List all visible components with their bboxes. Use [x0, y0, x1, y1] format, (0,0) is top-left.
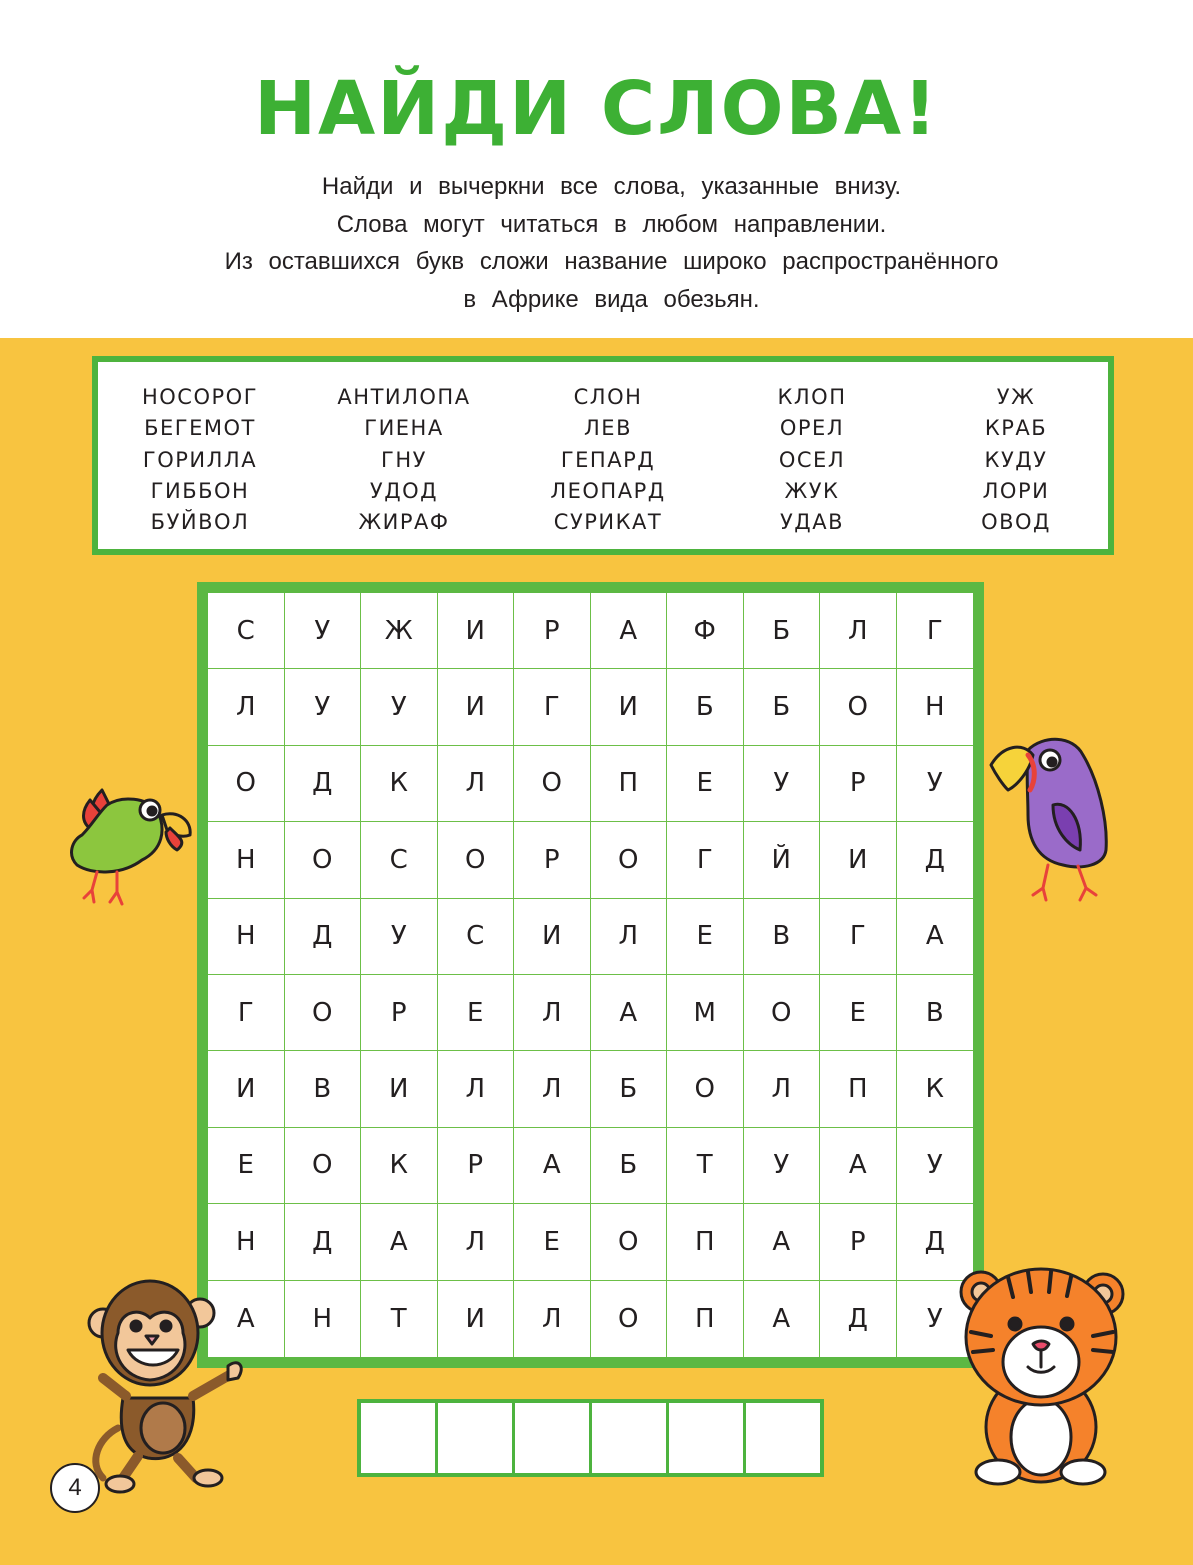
- monkey-illustration: [78, 1278, 248, 1503]
- page-title: НАЙДИ СЛОВА!: [254, 66, 939, 152]
- grid-cell[interactable]: С: [438, 899, 515, 975]
- word-item: УЖ: [996, 385, 1036, 409]
- grid-cell[interactable]: Р: [820, 746, 897, 822]
- grid-cell[interactable]: Г: [514, 669, 591, 745]
- answer-box[interactable]: [592, 1403, 669, 1473]
- grid-cell[interactable]: И: [438, 593, 515, 669]
- grid-cell[interactable]: Г: [208, 975, 285, 1051]
- grid-cell[interactable]: Е: [514, 1204, 591, 1280]
- grid-cell[interactable]: А: [208, 1281, 285, 1357]
- word-item: ОСЕЛ: [778, 447, 846, 472]
- grid-cell[interactable]: И: [820, 822, 897, 898]
- grid-cell[interactable]: Б: [591, 1128, 668, 1204]
- grid-cell[interactable]: С: [208, 593, 285, 669]
- grid-cell[interactable]: В: [285, 1051, 362, 1127]
- grid-cell[interactable]: Г: [820, 899, 897, 975]
- grid-cell[interactable]: Е: [667, 899, 744, 975]
- grid-cell[interactable]: П: [591, 746, 668, 822]
- grid-cell[interactable]: У: [744, 746, 821, 822]
- grid-cell[interactable]: Е: [820, 975, 897, 1051]
- word-list-box: [92, 356, 1114, 555]
- word-item: КРАБ: [984, 416, 1048, 441]
- grid-cell[interactable]: Д: [897, 822, 974, 898]
- grid-cell[interactable]: К: [897, 1051, 974, 1127]
- word-item: ЖУК: [784, 478, 840, 503]
- word-item: ГИЕНА: [364, 416, 444, 441]
- grid-cell[interactable]: Б: [744, 669, 821, 745]
- word-item: СУРИКАТ: [553, 510, 663, 535]
- word-item: ГНУ: [381, 447, 427, 472]
- grid-cell[interactable]: Л: [438, 746, 515, 822]
- word-column-2: [304, 382, 504, 538]
- grid-cell[interactable]: И: [438, 1281, 515, 1357]
- page-number: 4: [50, 1463, 100, 1513]
- grid-cell[interactable]: Н: [897, 669, 974, 745]
- word-item: УДАВ: [780, 510, 844, 535]
- grid-cell[interactable]: Е: [208, 1128, 285, 1204]
- grid-cell[interactable]: О: [438, 822, 515, 898]
- instructions: [150, 168, 1073, 318]
- grid-cell[interactable]: Л: [208, 669, 285, 745]
- grid-cell[interactable]: П: [667, 1281, 744, 1357]
- grid-cell[interactable]: Б: [591, 1051, 668, 1127]
- grid-cell[interactable]: Д: [285, 899, 362, 975]
- grid-cell[interactable]: Н: [208, 899, 285, 975]
- grid-cell[interactable]: Н: [208, 822, 285, 898]
- word-column-4: [712, 382, 912, 538]
- grid-cell[interactable]: Б: [667, 669, 744, 745]
- grid-cell[interactable]: Л: [514, 1281, 591, 1357]
- grid-cell[interactable]: О: [285, 822, 362, 898]
- instruction-line: в Африке вида обезьян.: [463, 285, 760, 313]
- grid-cell[interactable]: Ф: [667, 593, 744, 669]
- grid-cell[interactable]: О: [744, 975, 821, 1051]
- grid-cell[interactable]: О: [514, 746, 591, 822]
- grid-cell[interactable]: М: [667, 975, 744, 1051]
- grid-cell[interactable]: И: [438, 669, 515, 745]
- word-item: ОРЕЛ: [779, 416, 845, 441]
- grid-cell[interactable]: У: [361, 899, 438, 975]
- word-item: БУЙВОЛ: [150, 510, 250, 535]
- grid-cell[interactable]: А: [514, 1128, 591, 1204]
- word-item: БЕГЕМОТ: [144, 416, 256, 441]
- word-item: УДОД: [369, 478, 439, 503]
- word-item: ЛЕОПАРД: [550, 478, 666, 503]
- word-item: КЛОП: [777, 385, 847, 409]
- grid-cell[interactable]: Д: [285, 746, 362, 822]
- word-item: ЖИРАФ: [358, 510, 450, 535]
- grid-cell[interactable]: С: [361, 822, 438, 898]
- grid-cell[interactable]: Б: [744, 593, 821, 669]
- word-item: ЛЕВ: [584, 416, 632, 441]
- grid-cell[interactable]: У: [361, 669, 438, 745]
- instruction-line: Найди и вычеркни все слова, указанные внизу.: [321, 173, 902, 200]
- word-item: ГЕПАРД: [560, 447, 656, 472]
- grid-cell[interactable]: О: [208, 746, 285, 822]
- word-item: СЛОН: [573, 385, 643, 409]
- letter-grid: [208, 593, 973, 1357]
- grid-cell[interactable]: О: [591, 1204, 668, 1280]
- word-item: ОВОД: [981, 510, 1051, 535]
- purple-bird-illustration: [988, 730, 1118, 910]
- grid-cell[interactable]: О: [667, 1051, 744, 1127]
- grid-cell[interactable]: Д: [897, 1204, 974, 1280]
- grid-cell[interactable]: Т: [667, 1128, 744, 1204]
- word-column-5: [916, 382, 1116, 538]
- grid-cell[interactable]: Ж: [361, 593, 438, 669]
- grid-cell[interactable]: Д: [285, 1204, 362, 1280]
- answer-box[interactable]: [438, 1403, 515, 1473]
- grid-cell[interactable]: О: [285, 1128, 362, 1204]
- grid-cell[interactable]: Е: [667, 746, 744, 822]
- answer-box[interactable]: [361, 1403, 438, 1473]
- grid-cell[interactable]: В: [897, 975, 974, 1051]
- answer-boxes: [357, 1399, 824, 1477]
- grid-cell[interactable]: Л: [514, 1051, 591, 1127]
- grid-cell[interactable]: А: [897, 899, 974, 975]
- grid-cell[interactable]: И: [591, 669, 668, 745]
- grid-cell[interactable]: А: [591, 975, 668, 1051]
- grid-cell[interactable]: Р: [820, 1204, 897, 1280]
- grid-cell[interactable]: Н: [208, 1204, 285, 1280]
- grid-cell[interactable]: У: [285, 669, 362, 745]
- grid-cell[interactable]: У: [926, 1303, 943, 1334]
- grid-cell[interactable]: О: [285, 975, 362, 1051]
- grid-cell[interactable]: Р: [361, 975, 438, 1051]
- word-column-1: [100, 382, 300, 538]
- grid-cell[interactable]: Т: [361, 1281, 438, 1357]
- grid-cell[interactable]: Р: [438, 1128, 515, 1204]
- grid-cell[interactable]: У: [744, 1128, 821, 1204]
- grid-cell[interactable]: Р: [514, 593, 591, 669]
- grid-cell[interactable]: Д: [820, 1281, 897, 1357]
- grid-cell[interactable]: П: [820, 1051, 897, 1127]
- grid-cell[interactable]: К: [361, 1128, 438, 1204]
- grid-cell[interactable]: А: [820, 1128, 897, 1204]
- header-area: [0, 0, 1193, 338]
- grid-cell[interactable]: Л: [744, 1051, 821, 1127]
- grid-cell[interactable]: О: [591, 1281, 668, 1357]
- grid-cell[interactable]: Л: [591, 899, 668, 975]
- grid-cell[interactable]: И: [514, 899, 591, 975]
- grid-cell[interactable]: У: [897, 746, 974, 822]
- grid-cell[interactable]: Н: [285, 1281, 362, 1357]
- grid-cell[interactable]: А: [361, 1204, 438, 1280]
- green-parrot-illustration: [62, 780, 202, 925]
- instruction-line: Слова могут читаться в любом направлении.: [336, 210, 887, 238]
- grid-cell[interactable]: Л: [438, 1051, 515, 1127]
- word-item: АНТИЛОПА: [337, 385, 471, 409]
- grid-cell[interactable]: У: [285, 593, 362, 669]
- instruction-line: Из оставшихся букв сложи название широко распространённого: [224, 248, 999, 275]
- grid-cell[interactable]: Е: [438, 975, 515, 1051]
- grid-cell[interactable]: А: [591, 593, 668, 669]
- grid-cell[interactable]: Й: [744, 822, 821, 898]
- grid-cell[interactable]: А: [744, 1204, 821, 1280]
- grid-cell[interactable]: Г: [667, 822, 744, 898]
- grid-cell[interactable]: П: [667, 1204, 744, 1280]
- grid-cell[interactable]: О: [591, 822, 668, 898]
- grid-cell[interactable]: Л: [514, 975, 591, 1051]
- grid-cell[interactable]: У: [897, 1128, 974, 1204]
- word-item: ГИББОН: [150, 478, 250, 503]
- grid-cell[interactable]: И: [361, 1051, 438, 1127]
- grid-cell[interactable]: И: [208, 1051, 285, 1127]
- word-item: ГОРИЛЛА: [142, 447, 258, 472]
- grid-cell[interactable]: В: [744, 899, 821, 975]
- grid-cell[interactable]: К: [361, 746, 438, 822]
- word-item: ЛОРИ: [982, 478, 1050, 503]
- word-column-3: [508, 382, 708, 538]
- answer-box[interactable]: [746, 1403, 820, 1473]
- word-item: НОСОРОГ: [141, 385, 258, 409]
- grid-cell[interactable]: О: [820, 669, 897, 745]
- grid-cell[interactable]: А: [744, 1281, 821, 1357]
- tiger-cub-illustration: [953, 1262, 1133, 1487]
- answer-box[interactable]: [515, 1403, 592, 1473]
- letter-grid-frame: [197, 582, 984, 1368]
- word-item: КУДУ: [984, 447, 1048, 472]
- grid-cell[interactable]: Р: [514, 822, 591, 898]
- answer-box[interactable]: [669, 1403, 746, 1473]
- grid-cell[interactable]: Л: [820, 593, 897, 669]
- grid-cell[interactable]: Г: [897, 593, 974, 669]
- grid-cell[interactable]: Л: [438, 1204, 515, 1280]
